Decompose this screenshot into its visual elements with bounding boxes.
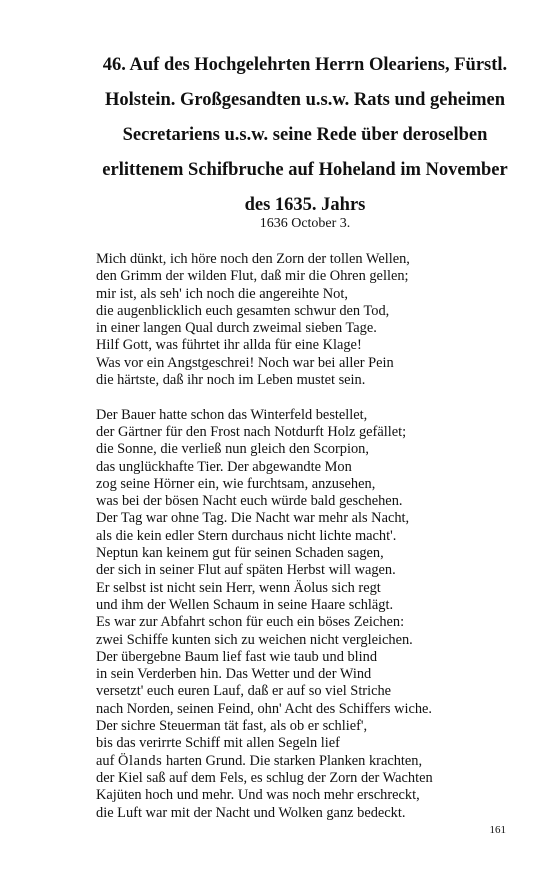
poem-date: 1636 October 3. xyxy=(259,216,351,231)
verse-line: Mich dünkt, ich höre noch den Zorn der tollen Wellen, xyxy=(96,251,410,267)
verse-fragment: auf xyxy=(96,752,118,769)
verse-line: Er selbst ist nicht sein Herr, wenn Äolus sich regt xyxy=(96,579,381,596)
verse-line: der Gärtner für den Frost nach Notdurft Holz gefället; xyxy=(96,423,407,440)
verse-line: als die kein edler Stern durchaus nicht lichte macht'. xyxy=(96,527,397,544)
stanza-2 xyxy=(96,407,526,822)
verse-line: der Kiel saß auf dem Fels, es schlug der Zorn der Wachten xyxy=(96,769,433,786)
title-line: des 1635. Jahrs xyxy=(244,195,366,215)
verse-line: Kajüten hoch und mehr. Und was noch mehr erschreckt, xyxy=(96,787,420,804)
title-line: Secretariens u.s.w. seine Rede über deroselben xyxy=(122,125,488,145)
verse-line: das unglückhafte Tier. Der abgewandte Mon xyxy=(96,458,352,475)
verse-line: Hilf Gott, was führtet ihr allda für eine Klage! xyxy=(96,337,362,354)
verse-line: zwei Schiffe kunten sich zu weichen nicht vergleichen. xyxy=(96,631,413,648)
verse-line: die augenblicklich euch gesamten schwur den Tod, xyxy=(96,302,390,319)
verse-line: Der Tag war ohne Tag. Die Nacht war mehr als Nacht, xyxy=(96,510,410,527)
verse-line: Der sichre Steuerman tät fast, als ob er schlief', xyxy=(96,718,368,735)
title-line: erlittenem Schifbruche auf Hoheland im November xyxy=(102,160,508,180)
verse-line: was bei der bösen Nacht euch würde bald geschehen. xyxy=(96,493,403,510)
verse-line: Es war zur Abfahrt schon für euch ein böses Zeichen: xyxy=(96,614,405,631)
poem-body xyxy=(96,251,526,839)
verse-line: der sich in seiner Flut auf späten Herbst will wagen. xyxy=(96,562,396,579)
verse-fragment: harten Grund. Die starken Planken krachten, xyxy=(162,752,423,769)
verse-line: versetzt' euch euren Lauf, daß er auf so viel Striche xyxy=(96,683,392,700)
verse-line: und ihm der Wellen Schaum in seine Haare schlägt. xyxy=(96,596,394,613)
verse-line: den Grimm der wilden Flut, daß mir die Ohren gellen; xyxy=(96,268,409,285)
title-line: 46. Auf des Hochgelehrten Herrn Oleariens, Fürstl. xyxy=(102,55,508,75)
verse-line: in sein Verderben hin. Das Wetter und der Wind xyxy=(96,666,372,683)
verse-line: Der übergebne Baum lief fast wie taub und blind xyxy=(96,648,378,665)
verse-line: Was vor ein Angstgeschrei! Noch war bei aller Pein xyxy=(96,354,394,371)
page-number: 161 xyxy=(489,824,506,836)
verse-line: die Luft war mit der Nacht und Wolken ganz bedeckt. xyxy=(96,804,406,821)
stanza-1 xyxy=(96,251,526,389)
verse-line: in einer langen Qual durch zweimal sieben Tage. xyxy=(96,320,377,337)
verse-line: mir ist, als seh' ich noch die angereihte Not, xyxy=(96,285,348,302)
verse-line: die Sonne, die verließ nun gleich den Scorpion, xyxy=(96,441,369,458)
verse-line: die härtste, daß ihr noch im Leben mustet sein. xyxy=(96,372,366,389)
verse-line-olands xyxy=(96,753,526,770)
verse-line: zog seine Hörner ein, wie furchtsam, anzusehen, xyxy=(96,475,376,492)
verse-line: Der Bauer hatte schon das Winterfeld bestellet, xyxy=(96,406,368,423)
verse-line: nach Norden, seinen Feind, ohn' Acht des Schiffers wiche. xyxy=(96,700,433,717)
title-line: Holstein. Großgesandten u.s.w. Rats und geheimen xyxy=(104,90,506,110)
verse-line: Neptun kan keinem gut für seinen Schaden sagen, xyxy=(96,545,384,562)
place-name-olands: Ölands xyxy=(117,752,163,769)
verse-line: bis das verirrte Schiff mit allen Segeln lief xyxy=(96,735,340,752)
poem-title xyxy=(90,48,520,223)
